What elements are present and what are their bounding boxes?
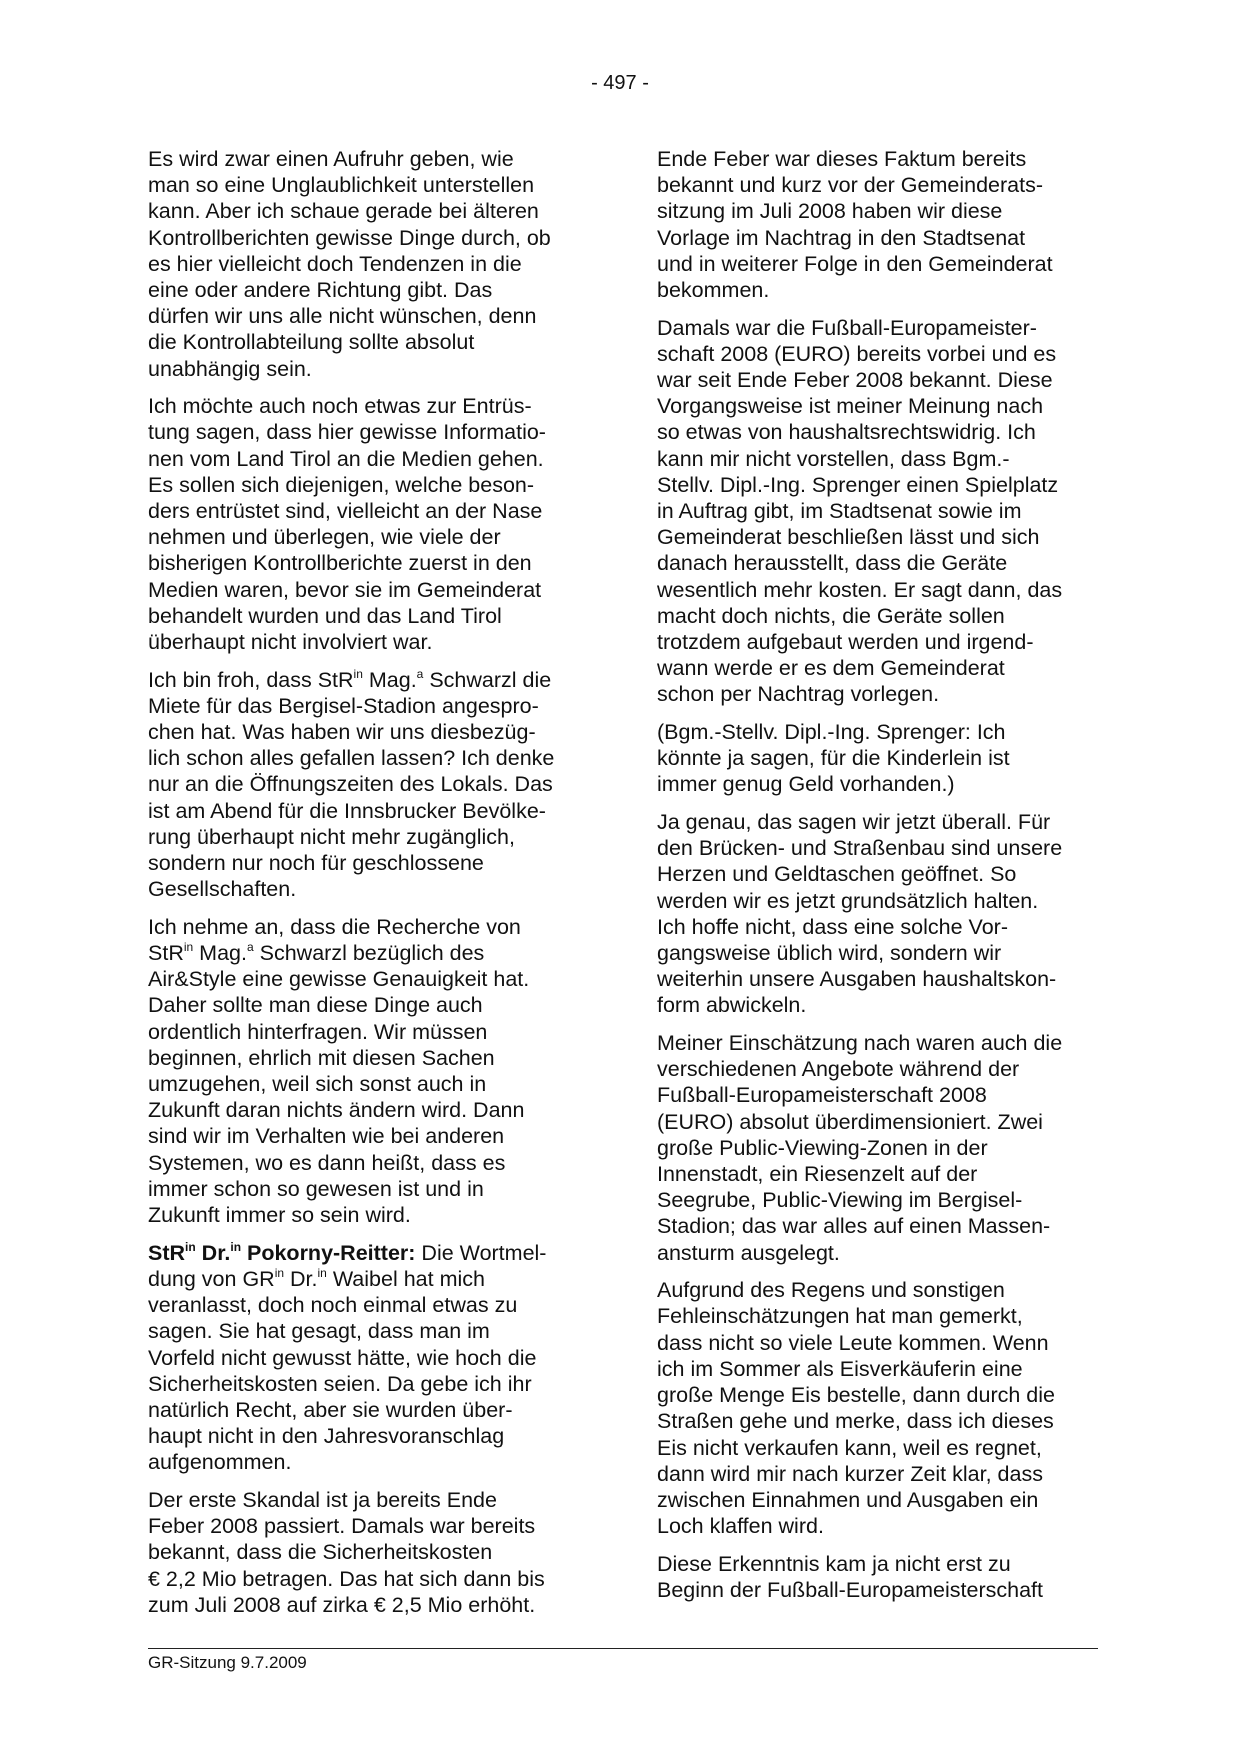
interjection-paragraph: (Bgm.-Stellv. Dipl.-Ing. Sprenger: Ich könnte ja sagen, für die Kinderlein ist immer genug Geld vorhanden.) [657,720,1010,797]
paragraph: Meiner Einschätzung nach waren auch die verschiedenen Angebote während der Fußball-Europameisterschaft 2008 (EURO) absolut überdimensioniert. Zwei große Public-Viewing-Zonen in der Innenstadt, ein Riesenzelt auf der Seegrube, Public-Viewing im Bergisel- Stadion; das war alles auf einen Massen- ansturm ausgelegt. [657,1031,1063,1265]
paragraph: Ende Feber war dieses Faktum bereits bekannt und kurz vor der Gemeinderats- sitzung im Juli 2008 haben wir diese Vorlage im Nachtrag in den Stadtsenat und in weiterer Folge in den Gemeinderat bekommen. [657,147,1053,303]
paragraph: Ich möchte auch noch etwas zur Entrüs- tung sagen, dass hier gewisse Informatio- nen vom Land Tirol an die Medien gehen. Es sollen sich diejenigen, welche beson- ders entrüstet sind, vielleicht an der Nase nehmen und überlegen, wie viele der bisherigen Kontrollberichte zuerst in den Medien waren, bevor sie im Gemeinderat behandelt wurden und das Land Tirol überhaupt nicht involviert war. [148,394,546,655]
paragraph: Damals war die Fußball-Europameister- schaft 2008 (EURO) bereits vorbei und es war seit Ende Feber 2008 bekannt. Diese Vorgangsweise ist meiner Meinung nach so etwas von haushaltsrechtswidrig. Ich kann mir nicht vorstellen, dass Bgm.- Stellv. Dipl.-Ing. Sprenger einen Spielplatz in Auftrag gibt, im Stadtsenat sowie im Gemeinderat beschließen lässt und sich danach herausstellt, dass die Geräte wesentlich mehr kosten. Er sagt dann, das macht doch nichts, die Geräte sollen trotzdem aufgebaut werden und irgend- wann werde er es dem Gemeinderat schon per Nachtrag vorlegen. [657,315,1063,707]
speaker-paragraph: StR$^{in}$ Dr.$^{in}$ Pokorny-Reitter: Die Wortmel- dung von $GR^{in}$ Dr.$^{in}$ Waibel hat mich veranlasst, doch noch einmal etwas zu sagen. Sie hat gesagt, dass man im Vorfeld nicht gewusst hätte, wie hoch die Sicherheitskosten seien. Da gebe ich ihr natürlich Recht, aber sie wurden über- haupt nicht in den Jahresvoranschlag aufgenommen. [148,1239,547,1475]
footer-divider [148,1648,1098,1649]
paragraph: Diese Erkenntnis kam ja nicht erst zu Beginn der Fußball-Europameisterschaft [657,1551,1043,1602]
paragraph: Ich bin froh, dass StR$^{in}$ Mag.$^a$ Schwarzl die Miete für das Bergisel-Stadion angespro- chen hat. Was haben wir uns diesbezüg- lich schon alles gefallen lassen? Ich denke nur an die Öffnungszeiten des Lokals. Das ist am Abend für die Innsbrucker Bevölke- rung überhaupt nicht mehr zugänglich, sondern nur noch für geschlossene Gesellschaften. [148,666,555,902]
footer-text: GR-Sitzung 9.7.2009 [148,1653,307,1672]
paragraph: Ja genau, das sagen wir jetzt überall. Für den Brücken- und Straßenbau sind unsere Herzen und Geldtaschen geöffnet. So werden wir es jetzt grundsätzlich halten. Ich hoffe nicht, dass eine solche Vor- gangsweise üblich wird, sondern wir weiterhin unsere Ausgaben haushaltskon- form abwickeln. [657,810,1063,1018]
right-column [657,146,1097,1615]
paragraph: Es wird zwar einen Aufruhr geben, wie man so eine Unglaublichkeit unterstellen kann. Aber ich schaue gerade bei älteren Kontrollberichten gewisse Dinge durch, ob es hier vielleicht doch Tendenzen in die eine oder andere Richtung gibt. Das dürfen wir uns alle nicht wünschen, denn die Kontrollabteilung sollte absolut unabhängig sein. [148,147,551,381]
paragraph: Der erste Skandal ist ja bereits Ende Feber 2008 passiert. Damals war bereits bekannt, dass die Sicherheitskosten € 2,2 Mio betragen. Das hat sich dann bis zum Juli 2008 auf zirka € 2,5 Mio erhöht. [148,1487,545,1617]
speaker-name: StR$^{in}$ Dr.$^{in}$ Pokorny-Reitter: [148,1239,416,1265]
paragraph: Aufgrund des Regens und sonstigen Fehleinschätzungen hat man gemerkt, dass nicht so viele Leute kommen. Wenn ich im Sommer als Eisverkäuferin eine große Menge Eis bestelle, dann durch die Straßen gehe und merke, dass ich dieses Eis nicht verkaufen kann, weil es regnet, dann wird mir nach kurzer Zeit klar, dass zwischen Einnahmen und Ausgaben ein Loch klaffen wird. [657,1278,1055,1539]
left-column [148,146,588,1629]
page-number: - 497 - [591,72,649,94]
paragraph: Ich nehme an, dass die Recherche von StR$^{in}$ Mag.$^a$ Schwarzl bezüglich des Air&Style eine gewisse Genauigkeit hat. Daher sollte man diese Dinge auch ordentlich hinterfragen. Wir müssen beginnen, ehrlich mit diesen Sachen umzugehen, weil sich sonst auch in Zukunft daran nichts ändern wird. Dann sind wir im Verhalten wie bei anderen Systemen, wo es dann heißt, dass es immer schon so gewesen ist und in Zukunft immer so sein wird. [148,914,530,1228]
